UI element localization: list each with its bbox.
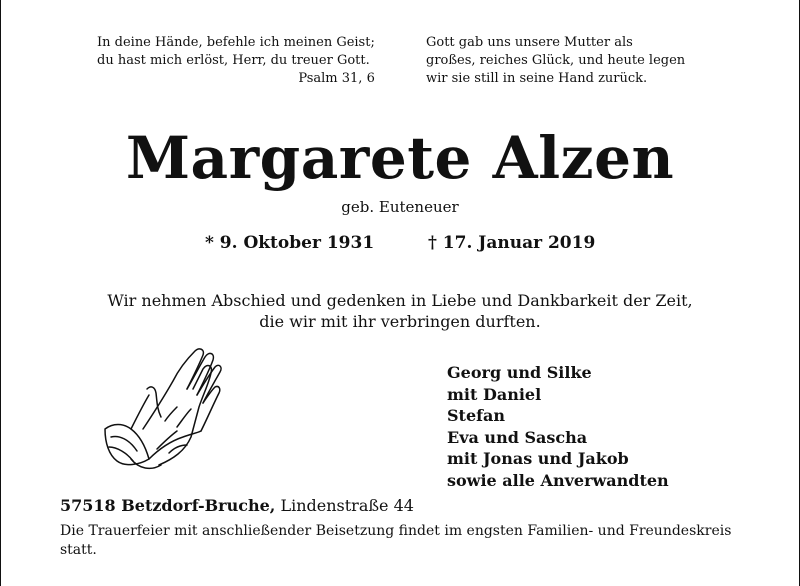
funeral-note: Die Trauerfeier mit anschließender Beisetzung findet im engsten Familien- und Freundeskreis statt. — [60, 523, 732, 558]
address-street: Lindenstraße 44 — [280, 496, 414, 515]
mourner-entry: Stefan — [447, 406, 506, 425]
mourners-list — [447, 362, 669, 491]
address-city: 57518 Betzdorf-Bruche, — [60, 496, 276, 515]
thanks-text — [1, 290, 799, 332]
mourner-entry: sowie alle Anverwandten — [447, 470, 669, 490]
verse-right-line: Gott gab uns unsere Mutter als — [426, 35, 633, 50]
verse-right — [426, 34, 685, 88]
death-date: † 17. Januar 2019 — [428, 233, 596, 253]
mourner-entry: mit Jonas und Jakob — [447, 449, 629, 468]
verse-right-line: großes, reiches Glück, und heute legen — [426, 53, 686, 68]
deceased-name: Margarete Alzen — [125, 124, 675, 192]
birth-date: * 9. Oktober 1931 — [205, 233, 375, 253]
maiden-name: geb. Euteneuer — [341, 198, 459, 216]
mourner-entry: mit Daniel — [447, 384, 542, 404]
mourner-entry: Eva und Sascha — [447, 427, 588, 447]
verse-left — [97, 34, 375, 88]
verse-left-line: du hast mich erlöst, Herr, du treuer Gott. — [97, 53, 370, 68]
thanks-line: Wir nehmen Abschied und gedenken in Liebe und Dankbarkeit der Zeit, — [107, 291, 693, 310]
verse-left-line: In deine Hände, befehle ich meinen Geist; — [97, 35, 375, 50]
verse-right-line: wir sie still in seine Hand zurück. — [426, 71, 648, 86]
mourner-entry: Georg und Silke — [447, 363, 592, 382]
address — [60, 496, 414, 515]
praying-hands-icon — [99, 333, 224, 478]
thanks-line: die wir mit ihr verbringen durften. — [259, 312, 541, 331]
verse-reference: Psalm 31, 6 — [298, 71, 375, 86]
